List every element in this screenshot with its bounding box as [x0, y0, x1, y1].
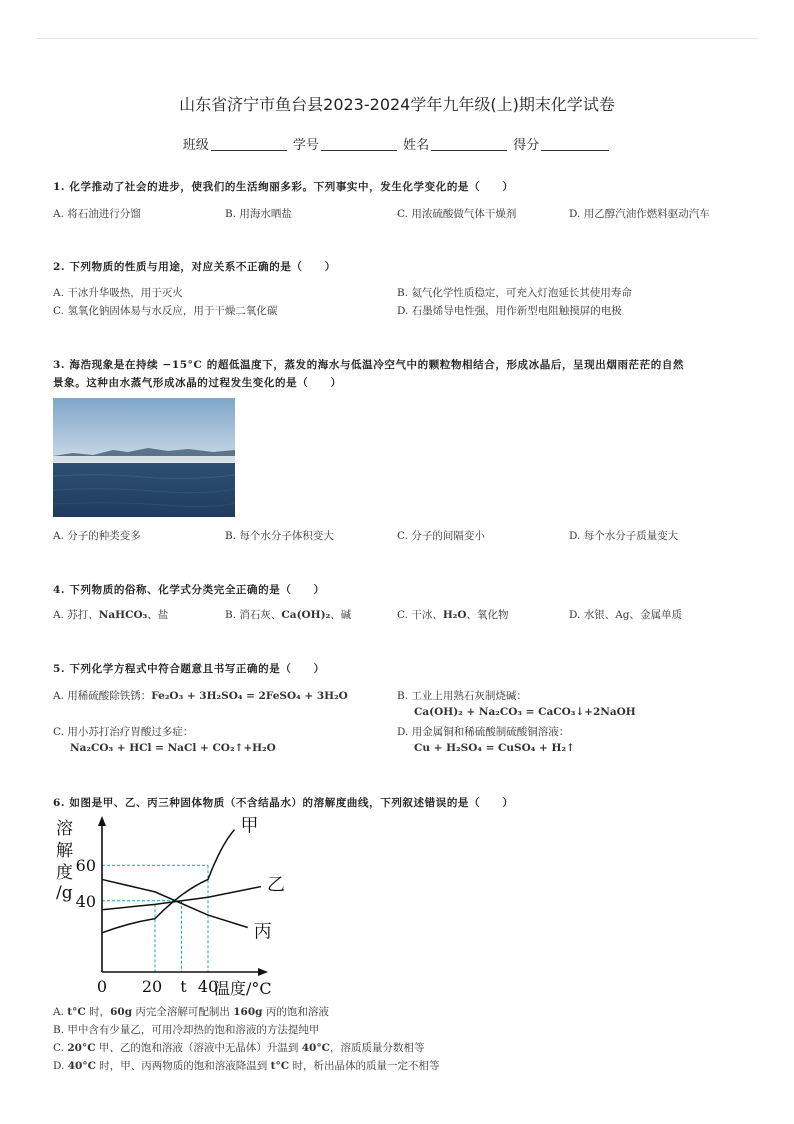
- question-5-stem: 5. 下列化学方程式中符合题意且书写正确的是（ ）: [53, 663, 325, 675]
- option-equation: Fe₂O₃ + 3H₂SO₄ = 2FeSO₄ + 3H₂O: [151, 690, 348, 702]
- question-2-option-a[interactable]: A. 干冰升华吸热，用于灭火: [53, 287, 183, 299]
- option-term: 20°C: [67, 1042, 96, 1054]
- question-2-stem: 2. 下列物质的性质与用途，对应关系不正确的是（ ）: [53, 261, 336, 273]
- name-label: 姓名: [403, 138, 430, 153]
- option-text: B. 消石灰、: [225, 609, 282, 621]
- class-blank[interactable]: [211, 138, 287, 151]
- option-text: A. 苏打、: [53, 609, 99, 621]
- number-blank[interactable]: [321, 138, 397, 151]
- question-2-option-b[interactable]: B. 氦气化学性质稳定，可充入灯泡延长其使用寿命: [397, 287, 632, 299]
- xlabel: 温度/°C: [214, 979, 272, 996]
- option-text: C.: [53, 1042, 68, 1054]
- option-formula: Ca(OH)₂: [281, 609, 331, 621]
- question-6-option-c[interactable]: [53, 1040, 424, 1055]
- option-term: 160g: [233, 1006, 263, 1018]
- x-tick-40: 40: [197, 977, 219, 996]
- solubility-chart: [46, 812, 286, 996]
- ylabel-char-1: 溶: [56, 819, 73, 839]
- ylabel-char-2: 解: [56, 841, 73, 861]
- option-formula: NaHCO₃: [98, 609, 148, 621]
- option-text: 时，析出晶体的质量一定不相等: [289, 1060, 440, 1072]
- option-term: 40°C: [301, 1042, 330, 1054]
- question-1-option-c[interactable]: C. 用浓硫酸做气体干燥剂: [397, 208, 517, 220]
- name-blank[interactable]: [431, 138, 507, 151]
- question-5-option-b-equation: Ca(OH)₂ + Na₂CO₃ = CaCO₃↓+2NaOH: [414, 706, 636, 718]
- sea-smoke-photo: [53, 398, 235, 517]
- x-tick-t: t: [180, 977, 187, 996]
- solubility-curve-svg: [46, 812, 286, 996]
- question-6-option-a[interactable]: [53, 1004, 329, 1019]
- sea-smoke-image: [53, 398, 235, 517]
- question-5-option-d-label[interactable]: D. 用金属铜和稀硫酸制硫酸铜溶液：: [397, 726, 570, 738]
- x-tick-20: 20: [141, 977, 163, 996]
- question-3-stem-line-2: 景象。这种由水蒸气形成冰晶的过程发生变化的是（ ）: [53, 377, 342, 389]
- question-6-option-d[interactable]: [53, 1058, 439, 1073]
- question-3-option-a[interactable]: A. 分子的种类变多: [53, 530, 141, 542]
- question-3-option-d[interactable]: D. 每个水分子质量变大: [569, 530, 679, 542]
- ylabel-char-3: 度: [56, 863, 73, 883]
- option-text: 甲、乙的饱和溶液（溶液中无晶体）升温到: [95, 1042, 302, 1054]
- question-1-option-d[interactable]: D. 用乙醇汽油作燃料驱动汽车: [569, 208, 710, 220]
- option-text: A.: [53, 1006, 68, 1018]
- question-1-stem: 1. 化学推动了社会的进步，使我们的生活绚丽多彩。下列事实中，发生化学变化的是（ ）: [53, 181, 514, 193]
- y-tick-40: 40: [75, 891, 96, 911]
- question-2-option-c[interactable]: C. 氢氧化钠固体易与水反应，用于干燥二氧化碳: [53, 305, 278, 317]
- question-5-option-d-equation: Cu + H₂SO₄ = CuSO₄ + H₂↑: [414, 742, 575, 754]
- student-info-line: [0, 134, 794, 153]
- option-text-end: 、氧化物: [466, 609, 509, 621]
- series-label-jia: 甲: [240, 815, 259, 837]
- question-5-option-b-label[interactable]: B. 工业上用熟石灰制烧碱：: [397, 690, 527, 702]
- series-label-bing: 丙: [253, 921, 272, 943]
- question-5-option-c-equation: Na₂CO₃ + HCl = NaCl + CO₂↑+H₂O: [70, 742, 276, 754]
- question-3-option-b[interactable]: B. 每个水分子体积变大: [225, 530, 334, 542]
- number-label: 学号: [292, 138, 319, 153]
- option-text: 时，甲、丙两物质的饱和溶液降温到: [95, 1060, 271, 1072]
- score-label: 得分: [513, 138, 540, 153]
- page-title: 山东省济宁市鱼台县2023-2024学年九年级(上)期末化学试卷: [179, 95, 615, 114]
- y-axis-arrow: [98, 816, 106, 826]
- ylabel-unit: /g: [56, 883, 73, 903]
- question-6-stem: 6. 如图是甲、乙、丙三种固体物质（不含结晶水）的溶解度曲线，下列叙述错误的是（ ）: [53, 797, 514, 809]
- question-1-option-b[interactable]: B. 用海水晒盐: [225, 208, 292, 220]
- question-3-option-c[interactable]: C. 分子的间隔变小: [397, 530, 485, 542]
- question-4-option-a[interactable]: [53, 607, 168, 622]
- question-5-option-a[interactable]: [53, 688, 348, 703]
- question-4-option-b[interactable]: [225, 607, 351, 622]
- option-text-end: 、碱: [330, 609, 352, 621]
- score-blank[interactable]: [541, 138, 609, 151]
- option-formula: H₂O: [442, 609, 467, 621]
- curve-bing: [102, 879, 248, 927]
- x-axis-arrow: [258, 968, 268, 976]
- y-tick-60: 60: [75, 856, 96, 876]
- class-label: 班级: [182, 138, 209, 153]
- question-3-stem-line-1: 3. 海浩现象是在持续 −15°C 的超低温度下，蒸发的海水与低温冷空气中的颗粒物相结合，形成冰晶后，呈现出烟雨茫茫的自然: [53, 359, 685, 371]
- series-label-yi: 乙: [267, 874, 285, 896]
- option-text: ，溶质质量分数相等: [329, 1042, 425, 1054]
- question-4-stem: 4. 下列物质的俗称、化学式分类完全正确的是（ ）: [53, 584, 325, 596]
- option-text: C. 干冰、: [397, 609, 443, 621]
- option-text-end: 、盐: [147, 609, 169, 621]
- option-term: t°C: [270, 1060, 290, 1072]
- top-rule: [36, 38, 758, 39]
- question-2-option-d[interactable]: D. 石墨烯导电性强，用作新型电阻触摸屏的电极: [397, 305, 622, 317]
- question-6-option-b[interactable]: B. 甲中含有少量乙，可用冷却热的饱和溶液的方法提纯甲: [53, 1024, 320, 1036]
- option-text: 丙完全溶解可配制出: [132, 1006, 234, 1018]
- option-text: 丙的饱和溶液: [262, 1006, 329, 1018]
- question-1-option-a[interactable]: A. 将石油进行分馏: [53, 208, 141, 220]
- option-text: A. 用稀硫酸除铁锈：: [53, 690, 152, 702]
- option-term: 60g: [110, 1006, 133, 1018]
- option-text: D.: [53, 1060, 68, 1072]
- x-tick-0: 0: [96, 977, 108, 996]
- question-5-option-c-label[interactable]: C. 用小苏打治疗胃酸过多症：: [53, 726, 194, 738]
- option-term: 40°C: [67, 1060, 96, 1072]
- question-4-option-c[interactable]: [397, 607, 509, 622]
- option-text: 时，: [85, 1006, 111, 1018]
- option-term: t°C: [67, 1006, 86, 1018]
- question-4-option-d[interactable]: D. 水银、Ag、金属单质: [569, 609, 683, 621]
